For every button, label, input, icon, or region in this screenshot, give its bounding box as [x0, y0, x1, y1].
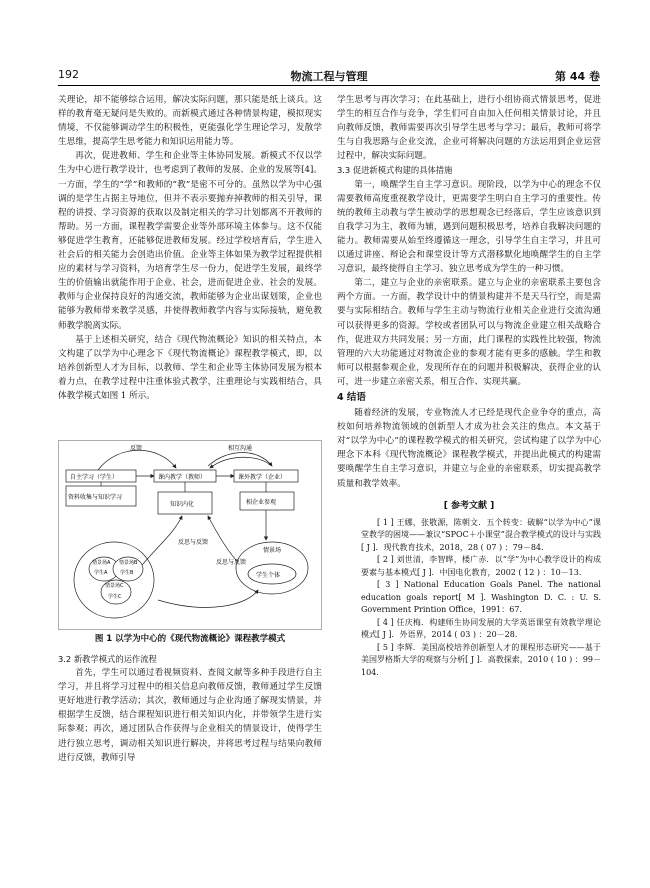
box-outside-teaching: 课外教学（企业） — [238, 474, 287, 481]
scenario-right: 情景场 — [263, 547, 282, 554]
reference-item: [ 2 ] 刘世清，李智晔，楼广赤．以“学”为中心教学设计的构成要素与基本模式[ J ]．中国电化教育，2002 ( 12 ) ：10－13. — [361, 555, 601, 577]
paragraph: 基于上述相关研究，结合《现代物流概论》知识的相关特点，本文构建了以学为中心理念下《现代物流概论》课程教学模式，即，以培养创新型人才为目标，以教师、学生和企业等主体协同发展为根本着力点，在教学过程中注重体验式教学，注重理论与实践相结合，具体教学模式如图 1 所示。 — [58, 334, 322, 401]
box-class-teaching: 课内教学（教师） — [158, 474, 207, 481]
box-enterprise-visit: 相企业参观 — [246, 499, 277, 506]
paragraph: 随着经济的发展，专业物流人才已经是现代企业争夺的重点，高校如何培养物流领域的创新型人才成为社会关注的焦点。本文基于对“以学为中心”的课程教学模式的相关研究，尝试构建了以学为中心理念下本科《现代物流概论》课程教学模式，并提出此模式的构建需要唤醒学生自主学习意识，并建立与企业的亲密联系，切实提高教学质量和教学效率。 — [337, 408, 601, 489]
scenario-c: 情景场C — [105, 583, 124, 589]
header-rule — [58, 85, 600, 86]
student-c: 学生C — [108, 594, 122, 600]
reference-item: [ 4 ] 任庆梅．构建师生协同发展的大学英语课堂有效教学理论模式[ J ]．外语界，2014 ( 03 ) ：20－28. — [361, 617, 601, 640]
box-self-study-sub: 资料收集与知识学习 — [68, 494, 123, 501]
journal-title: 物流工程与管理 — [290, 70, 368, 83]
box-self-study: 自主学习（学生） — [70, 474, 119, 481]
mutual-comm-label: 相互沟通 — [228, 445, 253, 452]
references-heading: [ 参考文献 ] — [443, 500, 495, 511]
right-column — [337, 93, 601, 679]
figure-1 — [58, 440, 322, 630]
paragraph: 第二，建立与企业的亲密联系。建立与企业的亲密联系主要包含两个方面。一方面，教学设计中的情景构建并不是天马行空，而是需要与实际相结合。教师与学生主动与物流行业相关企业进行交流沟通可以获得更多的资源。学校或者团队可以与物流企业建立相关战略合作，促进双方共同发展；另一方面，此门课程的实践性比较强，物流管理的六大功能通过对物流企业的参观才能有更多的感触。学生和教师可以根据参观企业，发现所存在的问题并积极解决，获得企业的认可，进一步建立亲密关系，相互合作、实现共赢。 — [337, 278, 601, 387]
reference-item: [ 1 ] 王娜，张敬源，陈朝文．五个转变：破解“以学为中心”课堂教学的困境——兼议“SPOC＋小课堂”混合教学模式的设计与实践[ J ]．现代教育技术，2018，28 ( 07 ) ：79－84. — [361, 517, 601, 552]
reference-item: [ 3 ] National Education Goals Panel. The national education goals report[ M ]. Washington D. C. : U. S. Government Printion Office，1991：67. — [361, 580, 601, 615]
feedback-top-label: 反馈 — [130, 445, 143, 452]
student-individual: 学生个体 — [256, 572, 281, 579]
feedback-mid-label: 反思与反馈 — [178, 539, 209, 546]
scenario-b: 情景场B — [119, 560, 138, 566]
left-column-lower — [58, 652, 322, 765]
student-a: 学生A — [94, 570, 108, 576]
section-heading: 3.3 促进新模式构建的具体措施 — [337, 165, 453, 176]
feedback-right-label: 反思与反馈 — [216, 559, 247, 566]
page-number: 192 — [58, 68, 79, 81]
paragraph: 首先，学生可以通过看视频资料、查阅文献等多种手段进行自主学习，并且将学习过程中的相关信息向教师反馈，教师通过学生反馈更好地进行教学活动；其次，教师通过与企业沟通了解现实情景，并根据学生反馈，结合课程知识进行相关知识内化，并带领学生进行实际参观；再次，通过团队合作获得与企业相关的情景设计，使得学生进行独立思考，调动相关知识进行解决，并将思考过程与结果向教师进行反馈，教师引导 — [58, 668, 322, 763]
paragraph: 关理论，却不能够综合运用，解决实际问题，那只能是纸上谈兵。这样的教育毫无疑问是失败的。而新模式通过各种情景构建，模拟现实情境，不仅能够调动学生的积极性，更能强化学生理论学习，发散学生思维，提高学生思考能力和知识运用能力等。 — [58, 95, 322, 148]
page-header — [58, 66, 600, 84]
volume-label: 第 44 卷 — [555, 70, 600, 83]
paragraph: 学生思考与再次学习；在此基础上，进行小组协商式情景思考，促进学生的相互合作与竞争，学生们可自由加入任何相关情景讨论，并且向教师反馈，教师需要再次引导学生思考与学习；最后，教师可将学生与自我思路与企业交流，企业可将解决问题的方法运用到企业运营过程中，解决实际问题。 — [337, 95, 601, 162]
figure-caption: 图 1 以学为中心的《现代物流概论》课程教学模式 — [94, 634, 286, 644]
paragraph: 第一，唤醒学生自主学习意识。现阶段，以学为中心的理念不仅需要教师高度重视教学设计，更需要学生明白自主学习的重要性。传统的教师主动教与学生被动学的思想观念已经落后，学生应该意识到自我学习为主，教师为辅，遇到问题积极思考，培养自我解决问题的能力。教师需要从始至终遵循这一理念，引导学生自主学习，并且可以通过讲座、辩论会和课堂设计等方式潜移默化地唤醒学生的自主学习意识，最终使得自主学习、独立思考成为学生的一种习惯。 — [337, 179, 601, 275]
box-knowledge-internal: 知识内化 — [170, 501, 195, 508]
reference-item: [ 5 ] 李辉．美国高校培养创新型人才的课程形态研究——基于美国罗格斯大学的观察与分析[ J ]．高教探索，2010 ( 10 ) ：99－104. — [361, 642, 601, 677]
paragraph: 再次，促进教师、学生和企业等主体协同发展。新模式不仅以学生为中心进行教学设计，也考虑到了教师的发展、企业的发展等[4]。一方面，学生的“学”和教师的“教”是密不可分的。虽然以学为中心强调的是学生占据主导地位，但并不表示要抛弃掉教师的相关引导，课程的讲授、学习资源的获取以及制定相关的学习计划都离不开教师的帮助。另一方面，课程教学需要企业等外部环境主体参与。这不仅能够促进学生教育，还能够促进教师发展。经过学校培育后，学生进入社会后的相关能力会创造出价值。企业等主体如果为教学过程提供相应的素材与学习资料，为培育学生尽一份力，促进学生发展，最终学生的价值输出就能作用于企业、社会，进而促进企业、社会的发展。教师与企业保持良好的沟通交流，教师能够为企业出谋划策，企业也能够为教师带来教学灵感，并使得教师教学内容与实际接轨，避免教师教学脱离实际。 — [58, 151, 322, 331]
left-column — [58, 93, 322, 403]
student-b: 学生B — [120, 570, 134, 576]
section-heading: 3.2 新教学模式的运作流程 — [58, 654, 157, 664]
scenario-a: 情景场A — [92, 560, 111, 566]
section-heading: 4 结语 — [337, 391, 366, 403]
